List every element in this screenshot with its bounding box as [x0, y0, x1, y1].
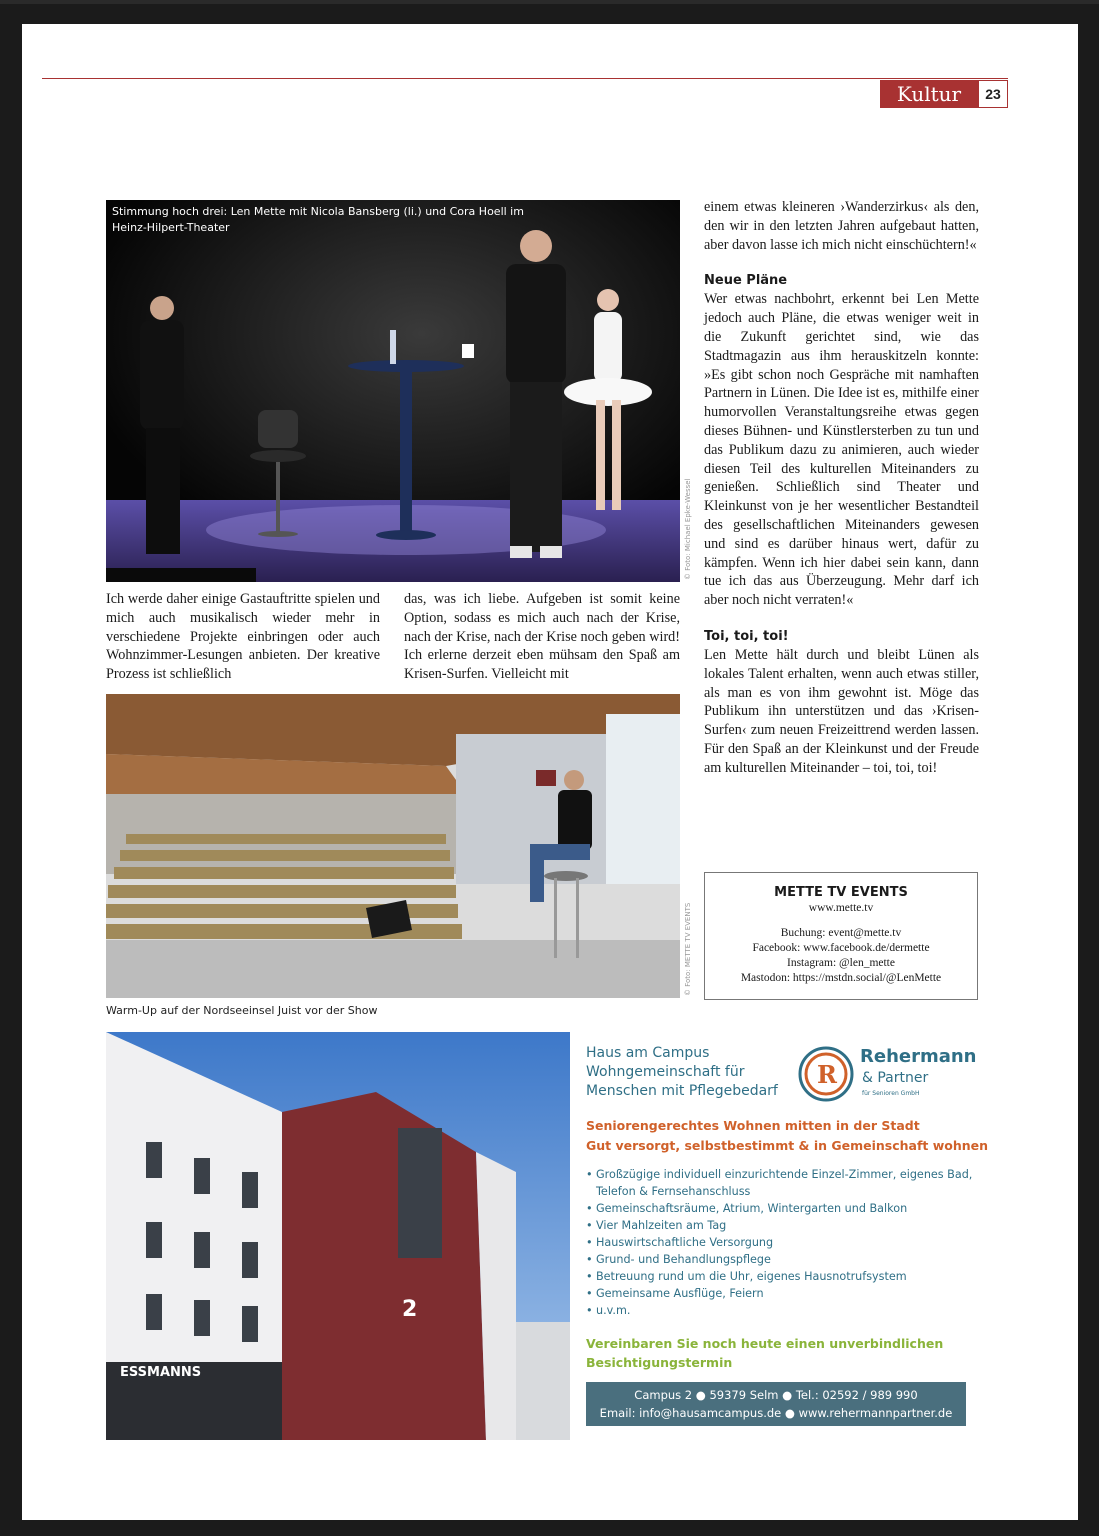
list-item: • Hauswirtschaftliche Versorgung: [586, 1234, 986, 1251]
contact-title: METTE TV EVENTS: [774, 885, 908, 900]
ad-call-to-action: Vereinbaren Sie noch heute einen unverbindlichen Besichtigungstermin: [586, 1336, 944, 1370]
list-item: • Grund- und Behandlungspflege: [586, 1251, 986, 1268]
ad-feature-list: [586, 1166, 986, 1319]
building-photo-image: [106, 1032, 570, 1440]
column-1-text: Ich werde daher einige Gastauftritte spielen und mich auch musikalisch wieder mehr in verschiedene Projekte einbringen oder auch Wohnzimmer-Lesungen anbieten. Der kreative Prozess ist schließlich: [106, 591, 380, 683]
list-item: • u.v.m.: [586, 1302, 986, 1319]
rehermann-logo: [796, 1042, 976, 1106]
list-item: • Großzügige individuell einzurichtende Einzel-Zimmer, eigenes Bad, Telefon & Fernsehanschluss: [586, 1166, 986, 1200]
logo-name: Rehermann: [860, 1046, 977, 1067]
column-3: [704, 198, 979, 778]
heading-neue-plaene: Neue Pläne: [704, 273, 788, 289]
contact-mastodon[interactable]: Mastodon: https://mstdn.social/@LenMette: [740, 972, 942, 984]
list-item: • Vier Mahlzeiten am Tag: [586, 1217, 986, 1234]
rehermann-logo-icon: [796, 1044, 856, 1104]
heading-toi-toi-toi: Toi, toi, toi!: [704, 628, 789, 644]
column-1: [106, 590, 380, 684]
contact-instagram[interactable]: Instagram: @len_mette: [787, 957, 895, 969]
magazine-page: [22, 24, 1078, 1520]
ad-footer: [586, 1382, 966, 1426]
logo-small: für Senioren GmbH: [862, 1090, 920, 1097]
contact-box: [704, 872, 978, 1000]
top-bar: [0, 0, 1099, 4]
stage-photo: [106, 200, 680, 582]
column-3-paragraph-3: Len Mette hält durch und bleibt Lünen als lokales Talent erhalten, wenn auch etwas stiller, als man es von ihm gewohnt ist. Möge das Publikum ihn unterstützen und das ›Krisen-Surfen‹ zum neuen Freizeittrend werden lassen. Für den Spaß an der Kleinkunst und der Freude am kulturellen Miteinander – toi, toi, toi!: [704, 646, 979, 776]
logo-partner: & Partner: [862, 1070, 929, 1086]
column-2: [404, 590, 680, 684]
column-3-paragraph-1: einem etwas kleineren ›Wanderzirkus‹ als den, den wir in den letzten Jahren aufgebaut hatten, aber davon lasse ich mich nicht einschüchtern!«: [704, 199, 979, 253]
header-rule: [42, 78, 1008, 79]
section-tag: Kultur: [880, 80, 978, 108]
ad-subtitle: [586, 1116, 1006, 1156]
stage-photo-caption: Stimmung hoch drei: Len Mette mit Nicola Bansberg (li.) und Cora Hoell im Heinz-Hilpert-Theater: [112, 205, 524, 234]
building-shop-sign: ESSMANNS: [120, 1365, 202, 1380]
ad-footer-contact[interactable]: Email: info@hausamcampus.de ● www.rehermannpartner.de: [599, 1406, 953, 1420]
list-item: • Betreuung rund um die Uhr, eigenes Hausnotrufsystem: [586, 1268, 986, 1285]
contact-facebook[interactable]: Facebook: www.facebook.de/dermette: [752, 942, 930, 954]
contact-booking[interactable]: Buchung: event@mette.tv: [780, 927, 902, 939]
column-2-text: das, was ich liebe. Aufgeben ist somit keine Option, sodass es mich auch nach der Krise, nach der Krise, nach der Krise noch geben wird! Ich erlerne derzeit eben mühsam den Spaß am Krisen-Surfen. Vielleicht mit: [404, 591, 680, 683]
contact-website[interactable]: www.mette.tv: [808, 902, 874, 914]
ad-title: Haus am Campus Wohngemeinschaft für Menschen mit Pflegebedarf: [586, 1045, 778, 1099]
hall-photo-caption: Warm-Up auf der Nordseeinsel Juist vor der Show: [106, 1004, 378, 1017]
stage-photo-credit: © Foto: Michael Epke-Wessel: [684, 478, 692, 580]
building-photo: [106, 1032, 570, 1440]
ad-subtitle-1: Seniorengerechtes Wohnen mitten in der Stadt: [586, 1118, 920, 1133]
page-number: 23: [978, 80, 1008, 108]
building-number: 2: [402, 1297, 418, 1322]
ad-footer-address: Campus 2 ● 59379 Selm ● Tel.: 02592 / 989 990: [634, 1388, 918, 1402]
hall-photo-image: [106, 694, 680, 998]
hall-photo-credit: © Foto: METTE TV EVENTS: [684, 902, 692, 996]
list-item: • Gemeinsame Ausflüge, Feiern: [586, 1285, 986, 1302]
list-item: • Gemeinschaftsräume, Atrium, Wintergarten und Balkon: [586, 1200, 986, 1217]
ad-subtitle-2: Gut versorgt, selbstbestimmt & in Gemeinschaft wohnen: [586, 1138, 989, 1153]
hall-photo: [106, 694, 680, 998]
stage-photo-image: [106, 200, 680, 582]
rehermann-logo-letter: R: [817, 1060, 837, 1089]
column-3-paragraph-2: Wer etwas nachbohrt, erkennt bei Len Mette jedoch auch Pläne, die etwas weniger weit in die Zukunft gerichtet sind, wie das Stadtmagazin aus ihm herauskitzeln konnte: »Es gibt schon noch Gespräche mit namhaften Partnern in Lünen. Die Idee ist es, mithilfe einer humorvollen Veranstaltungsreihe etwas gegen dieses Bühnen- und Künstlersterben zu tun und das Publikum dazu zu animieren, auch wieder diesen Teil des kulturellen Miteinanders zu genießen. Schließlich sind Theater und Kleinkunst von je her wesentlicher Bestandteil des gesellschaftlichen Miteinanders gewesen und sind es darüber hinaus wert, dafür zu kämpfen. Wenn ich hier dabei sein kann, dann tue ich das aus Überzeugung. Mehr darf ich aber noch nicht verraten!«: [704, 291, 979, 609]
